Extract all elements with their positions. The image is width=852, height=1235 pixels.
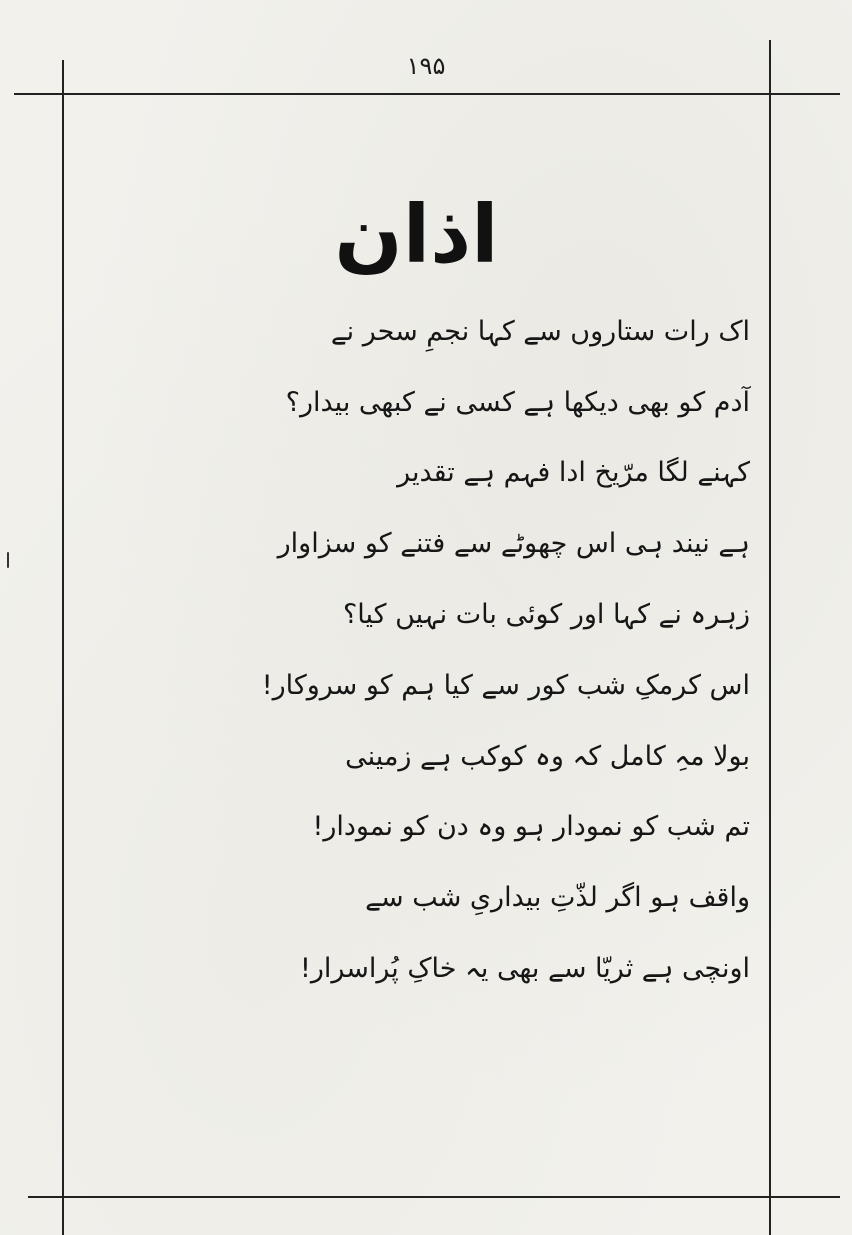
bottom-rule-line — [28, 1196, 840, 1198]
verse-line: اس کرمکِ شب کور سے کیا ہم کو سروکار! — [261, 669, 750, 701]
top-rule-line — [14, 93, 840, 95]
verse-line: اونچی ہے ثریّا سے بھی یہ خاکِ پُراسرار! — [300, 953, 750, 985]
margin-ink-mark — [7, 552, 9, 568]
verse-line: واقف ہو اگر لذّتِ بیداریِ شب سے — [365, 882, 750, 914]
poem-title: اذان — [334, 188, 499, 281]
page-number: ۱۹۵ — [406, 52, 446, 80]
verse-line: اک رات ستاروں سے کہا نجمِ سحر نے — [330, 315, 750, 347]
verse-line: کہنے لگا مرّیخ ادا فہم ہے تقدیر — [397, 457, 750, 489]
verse-line: بولا مہِ کامل کہ وہ کوکب ہے زمینی — [345, 740, 750, 772]
poem-verses — [160, 296, 750, 1004]
verse-line: زہرہ نے کہا اور کوئی بات نہیں کیا؟ — [342, 599, 750, 631]
verse-line: آدم کو بھی دیکھا ہے کسی نے کبھی بیدار؟ — [285, 386, 750, 418]
verse-line: ہے نیند ہی اس چھوٹے سے فتنے کو سزاوار — [277, 528, 750, 560]
verse-line: تم شب کو نمودار ہو وہ دن کو نمودار! — [312, 811, 750, 843]
